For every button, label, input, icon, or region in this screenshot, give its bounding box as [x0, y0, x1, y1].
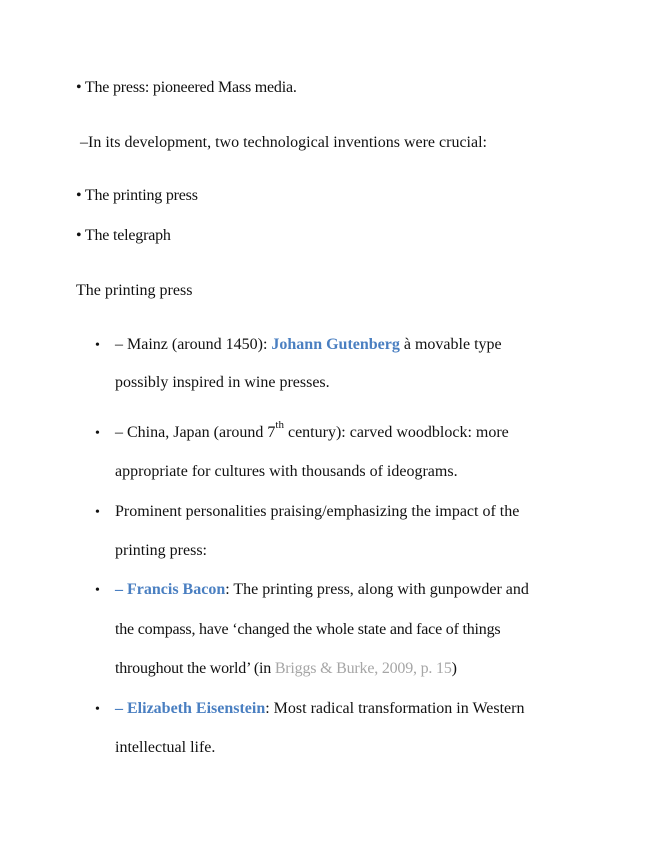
bullet-marker: •: [95, 505, 100, 520]
bullet-eisenstein-continuation: intellectual life.: [115, 739, 216, 756]
bullet-bacon: [115, 580, 529, 600]
list-item-telegraph: • The telegraph: [76, 227, 171, 244]
bullet-eisenstein-suffix: : Most radical transformation in Western: [265, 700, 525, 717]
bullet-bacon-continuation: the compass, have ‘changed the whole state and face of things: [115, 621, 501, 638]
elizabeth-eisenstein-link[interactable]: – Elizabeth Eisenstein: [115, 700, 266, 717]
bullet-china-suffix: century): carved woodblock: more: [283, 424, 509, 441]
bullet-bacon-citation-line: [115, 659, 457, 679]
bullet-gutenberg-continuation: possibly inspired in wine presses.: [115, 374, 330, 391]
bullet-gutenberg-prefix: – Mainz (around 1450):: [115, 336, 272, 353]
bullet-china-prefix: – China, Japan (around 7: [115, 424, 276, 441]
section-heading: The printing press: [76, 282, 193, 299]
bullet-eisenstein: [115, 699, 524, 719]
bullet-gutenberg-suffix: à movable type: [399, 336, 502, 353]
press-line: • The press: pioneered Mass media.: [76, 79, 297, 96]
bullet-marker: •: [95, 583, 100, 598]
bullet-marker: •: [95, 426, 100, 441]
bullet-bacon-suffix: : The printing press, along with gunpowder and: [225, 581, 529, 598]
bullet-gutenberg: [115, 335, 502, 355]
bullet-marker: •: [95, 702, 100, 717]
development-line: –In its development, two technological inventions were crucial:: [80, 134, 487, 151]
bullet-china-continuation: appropriate for cultures with thousands of ideograms.: [115, 463, 458, 480]
bullet-personalities-continuation: printing press:: [115, 542, 207, 559]
list-item-printing-press: • The printing press: [76, 187, 198, 204]
citation-link[interactable]: Briggs & Burke, 2009, p. 15: [274, 660, 452, 677]
bullet-bacon-quote-end: throughout the world’ (in: [115, 660, 275, 677]
gutenberg-link[interactable]: Johann Gutenberg: [271, 336, 400, 353]
citation-close: ): [451, 660, 457, 677]
bullet-china-japan: [115, 419, 509, 444]
francis-bacon-link[interactable]: – Francis Bacon: [115, 581, 226, 598]
superscript-th: th: [275, 419, 284, 431]
bullet-personalities: Prominent personalities praising/emphasizing the impact of the: [115, 503, 520, 520]
bullet-marker: •: [95, 338, 100, 353]
